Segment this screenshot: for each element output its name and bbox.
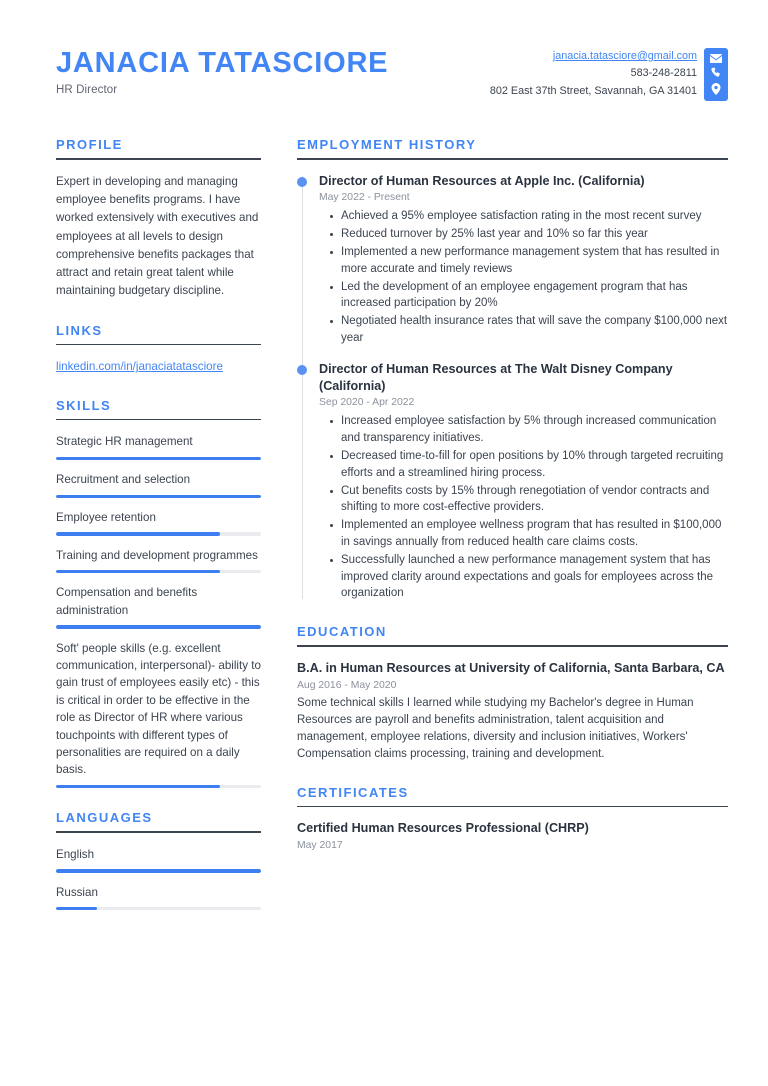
education-date-range: Aug 2016 - May 2020 xyxy=(297,679,397,691)
section-employment xyxy=(297,137,728,602)
job-bullet-list xyxy=(319,208,728,346)
job-bullet: Achieved a 95% employee satisfaction rating in the most recent survey xyxy=(341,208,728,225)
certificate-entry xyxy=(297,820,728,851)
skill-level-track xyxy=(56,532,261,535)
candidate-name: JANACIA TATASCIORE xyxy=(56,47,389,79)
skill-label: Soft' people skills (e.g. excellent communication, interpersonal)- ability to gain trust of employees easily etc) - this is critical in order to be effective in the role as Director of HR where various touchpoints with different types of personalities are required on a daily basis. xyxy=(56,641,261,777)
language-level-fill xyxy=(56,907,97,910)
job-bullet: Implemented a new performance management system that has resulted in more accurate and timely reviews xyxy=(341,244,728,278)
skill-level-track xyxy=(56,785,261,788)
certificates-list xyxy=(297,820,728,851)
job-bullet-list xyxy=(319,413,728,602)
job-bullet: Led the development of an employee engagement program that has increased participation by 20% xyxy=(341,279,728,313)
skill-item xyxy=(56,471,261,498)
skill-item xyxy=(56,547,261,574)
section-title-skills: SKILLS xyxy=(56,397,112,413)
section-skills xyxy=(56,398,261,788)
skill-level-track xyxy=(56,457,261,460)
contact-icon-strip xyxy=(704,48,728,101)
skill-level-fill xyxy=(56,625,261,628)
section-certificates xyxy=(297,785,728,851)
skill-level-fill xyxy=(56,457,261,460)
skill-label: Strategic HR management xyxy=(56,435,193,449)
section-title-profile: PROFILE xyxy=(56,137,123,152)
skill-level-track xyxy=(56,570,261,573)
job-bullet: Increased employee satisfaction by 5% through increased communication and transparency initiatives. xyxy=(341,413,728,447)
identity-block xyxy=(56,42,388,96)
skill-level-track xyxy=(56,625,261,628)
contact-block xyxy=(490,42,728,101)
section-rule xyxy=(56,344,261,346)
education-list xyxy=(297,660,728,763)
links-list xyxy=(56,358,261,375)
candidate-job-title: HR Director xyxy=(56,84,118,97)
resume-body xyxy=(56,137,728,932)
language-label: Russian xyxy=(56,885,98,899)
certificate-date: May 2017 xyxy=(297,840,343,852)
skills-list xyxy=(56,433,261,788)
section-rule xyxy=(56,831,261,833)
certificate-title: Certified Human Resources Professional (CHRP) xyxy=(297,821,589,836)
skill-label: Employee retention xyxy=(56,510,156,524)
language-level-track xyxy=(56,907,261,910)
skill-level-fill xyxy=(56,495,261,498)
skill-level-track xyxy=(56,495,261,498)
skill-label: Training and development programmes xyxy=(56,548,258,562)
skill-item xyxy=(56,584,261,628)
map-pin-icon xyxy=(711,83,721,95)
job-entry xyxy=(319,173,728,347)
employment-timeline xyxy=(297,173,728,602)
section-languages xyxy=(56,810,261,910)
language-level-track xyxy=(56,869,261,872)
job-bullet: Successfully launched a new performance management system that has improved clarity around expectations and goals for employees across the organization xyxy=(341,552,728,602)
skill-level-fill xyxy=(56,785,220,788)
languages-list xyxy=(56,846,261,911)
job-bullet: Decreased time-to-fill for open positions by 10% through targeted recruiting efforts and a streamlined hiring process. xyxy=(341,448,728,482)
job-bullet: Reduced turnover by 25% last year and 10% so far this year xyxy=(341,226,728,243)
job-bullet: Implemented an employee wellness program that has resulted in $100,000 in savings annually from reduced health care claims costs. xyxy=(341,517,728,551)
skill-item xyxy=(56,509,261,536)
language-item xyxy=(56,846,261,873)
envelope-icon xyxy=(710,54,722,63)
jobs-list xyxy=(319,173,728,602)
section-rule xyxy=(297,158,728,160)
job-title: Director of Human Resources at Apple Inc. (California) xyxy=(319,173,645,188)
skill-item xyxy=(56,640,261,789)
skill-level-fill xyxy=(56,570,220,573)
language-item xyxy=(56,884,261,911)
skill-level-fill xyxy=(56,532,220,535)
contact-phone: 583-248-2811 xyxy=(630,67,697,80)
section-title-links: LINKS xyxy=(56,322,103,338)
section-title-languages: LANGUAGES xyxy=(56,810,153,826)
education-description: Some technical skills I learned while studying my Bachelor's degree in Human Resources are payroll and benefits administration, talent acquisition and management, employee relations, diversity and inclusion initiatives, Workers' Compensation claims processing, training and development. xyxy=(297,696,694,760)
section-title-certificates: CERTIFICATES xyxy=(297,784,409,800)
profile-summary-text: Expert in developing and managing employee benefits programs. I have worked extensively with executives and employees at all levels to design comprehensive benefits packages that attract and retain great talent while maintaining budgetary discipline. xyxy=(56,174,259,298)
link-item[interactable]: linkedin.com/in/janaciatatasciore xyxy=(56,360,223,374)
resume-header xyxy=(56,42,728,115)
job-date-range: May 2022 - Present xyxy=(319,192,410,204)
language-level-fill xyxy=(56,869,261,872)
section-title-education: EDUCATION xyxy=(297,624,387,640)
job-bullet: Negotiated health insurance rates that will save the company $100,000 next year xyxy=(341,313,728,347)
skill-item xyxy=(56,433,261,460)
section-title-employment: EMPLOYMENT HISTORY xyxy=(297,137,477,152)
education-title: B.A. in Human Resources at University of California, Santa Barbara, CA xyxy=(297,660,725,675)
skill-label: Compensation and benefits administration xyxy=(56,586,198,617)
language-label: English xyxy=(56,847,95,861)
section-rule xyxy=(56,158,261,160)
sidebar-column xyxy=(56,137,261,932)
contact-email[interactable]: janacia.tatasciore@gmail.com xyxy=(552,50,697,62)
job-title: Director of Human Resources at The Walt Disney Company (California) xyxy=(319,361,673,393)
job-date-range: Sep 2020 - Apr 2022 xyxy=(319,397,415,409)
education-entry xyxy=(297,660,728,763)
skill-label: Recruitment and selection xyxy=(56,473,191,487)
section-rule xyxy=(297,806,728,808)
main-column xyxy=(297,137,728,932)
job-bullet: Cut benefits costs by 15% through renegotiation of vendor contracts and shifting to more cost-effective providers. xyxy=(341,483,728,517)
timeline-dot-icon xyxy=(297,365,307,375)
section-links xyxy=(56,323,261,376)
job-entry xyxy=(319,361,728,602)
contact-address: 802 East 37th Street, Savannah, GA 31401 xyxy=(489,84,697,97)
timeline-axis xyxy=(302,176,304,599)
phone-icon xyxy=(711,67,722,78)
contact-lines xyxy=(490,48,697,100)
section-profile xyxy=(56,137,261,301)
section-education xyxy=(297,624,728,763)
section-rule xyxy=(56,419,261,421)
section-rule xyxy=(297,645,728,647)
timeline-dot-icon xyxy=(297,177,307,187)
